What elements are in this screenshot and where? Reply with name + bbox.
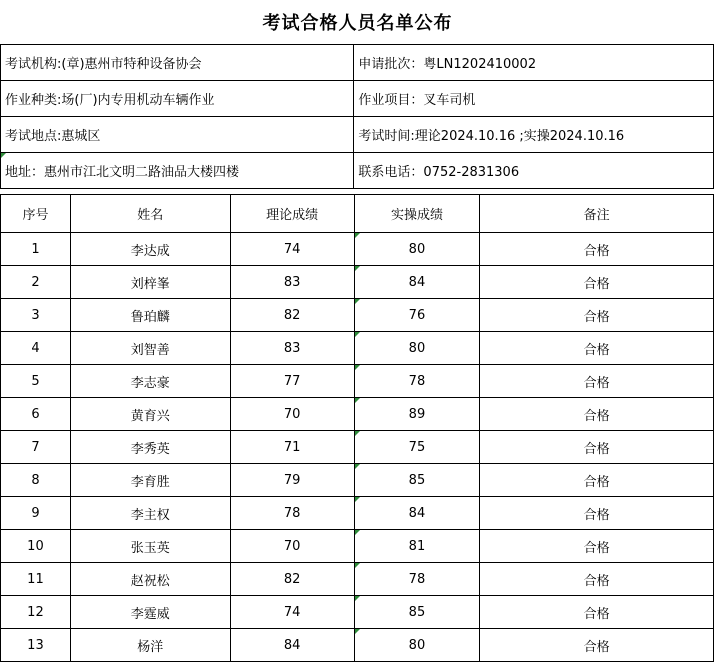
- table-row: [1, 431, 714, 464]
- cell-index[interactable]: 13: [1, 629, 71, 662]
- table-row: [1, 629, 714, 662]
- header-index[interactable]: 序号: [1, 195, 71, 233]
- cell-theory-score[interactable]: 82: [230, 299, 354, 332]
- cell-theory-score[interactable]: 74: [230, 596, 354, 629]
- table-row: [1, 530, 714, 563]
- cell-theory-score[interactable]: 82: [230, 563, 354, 596]
- cell-practical-score[interactable]: 84: [354, 497, 480, 530]
- cell-remark[interactable]: 合格: [480, 299, 714, 332]
- cell-remark[interactable]: 合格: [480, 563, 714, 596]
- header-name[interactable]: 姓名: [70, 195, 230, 233]
- cell-practical-score[interactable]: 80: [354, 629, 480, 662]
- cell-remark[interactable]: 合格: [480, 365, 714, 398]
- table-row: [1, 299, 714, 332]
- header-practical-score[interactable]: 实操成绩: [354, 195, 480, 233]
- cell-practical-score[interactable]: 75: [354, 431, 480, 464]
- cell-practical-score[interactable]: 76: [354, 299, 480, 332]
- cell-remark[interactable]: 合格: [480, 464, 714, 497]
- cell-name[interactable]: 李志豪: [70, 365, 230, 398]
- contact-phone-cell[interactable]: 联系电话：0752-2831306: [354, 153, 714, 189]
- table-header-row: [1, 195, 714, 233]
- exam-agency-cell[interactable]: 考试机构:(章)惠州市特种设备协会: [1, 45, 354, 81]
- cell-remark[interactable]: 合格: [480, 332, 714, 365]
- cell-name[interactable]: 鲁珀麟: [70, 299, 230, 332]
- cell-practical-score[interactable]: 85: [354, 596, 480, 629]
- cell-remark[interactable]: 合格: [480, 431, 714, 464]
- cell-practical-score[interactable]: 81: [354, 530, 480, 563]
- info-row: [1, 117, 714, 153]
- table-row: [1, 365, 714, 398]
- page-title: 考试合格人员名单公布: [262, 13, 453, 34]
- table-row: [1, 563, 714, 596]
- cell-theory-score[interactable]: 74: [230, 233, 354, 266]
- table-row: [1, 497, 714, 530]
- cell-name[interactable]: 刘梓峯: [70, 266, 230, 299]
- cell-theory-score[interactable]: 70: [230, 530, 354, 563]
- table-row: [1, 464, 714, 497]
- cell-index[interactable]: 2: [1, 266, 71, 299]
- address-cell[interactable]: 地址：惠州市江北文明二路油品大楼四楼: [1, 153, 354, 189]
- cell-theory-score[interactable]: 70: [230, 398, 354, 431]
- info-row: [1, 153, 714, 189]
- exam-time-cell[interactable]: 考试时间:理论2024.10.16 ;实操2024.10.16: [354, 117, 714, 153]
- cell-remark[interactable]: 合格: [480, 530, 714, 563]
- cell-practical-score[interactable]: 85: [354, 464, 480, 497]
- cell-theory-score[interactable]: 83: [230, 266, 354, 299]
- cell-name[interactable]: 刘智善: [70, 332, 230, 365]
- cell-index[interactable]: 9: [1, 497, 71, 530]
- cell-name[interactable]: 李育胜: [70, 464, 230, 497]
- table-body: [1, 233, 714, 662]
- cell-theory-score[interactable]: 83: [230, 332, 354, 365]
- cell-index[interactable]: 12: [1, 596, 71, 629]
- cell-remark[interactable]: 合格: [480, 398, 714, 431]
- cell-theory-score[interactable]: 79: [230, 464, 354, 497]
- table-row: [1, 233, 714, 266]
- cell-name[interactable]: 赵祝松: [70, 563, 230, 596]
- cell-index[interactable]: 1: [1, 233, 71, 266]
- table-row: [1, 596, 714, 629]
- cell-remark[interactable]: 合格: [480, 629, 714, 662]
- cell-practical-score[interactable]: 80: [354, 233, 480, 266]
- work-item-cell[interactable]: 作业项目：叉车司机: [354, 81, 714, 117]
- cell-name[interactable]: 张玉英: [70, 530, 230, 563]
- cell-remark[interactable]: 合格: [480, 233, 714, 266]
- table-row: [1, 398, 714, 431]
- cell-name[interactable]: 李秀英: [70, 431, 230, 464]
- cell-name[interactable]: 李主权: [70, 497, 230, 530]
- cell-theory-score[interactable]: 71: [230, 431, 354, 464]
- table-row: [1, 266, 714, 299]
- cell-theory-score[interactable]: 84: [230, 629, 354, 662]
- header-remark[interactable]: 备注: [480, 195, 714, 233]
- batch-number-cell[interactable]: 申请批次：粤LN1202410002: [354, 45, 714, 81]
- info-row: [1, 81, 714, 117]
- cell-index[interactable]: 3: [1, 299, 71, 332]
- cell-index[interactable]: 4: [1, 332, 71, 365]
- cell-practical-score[interactable]: 78: [354, 365, 480, 398]
- cell-index[interactable]: 5: [1, 365, 71, 398]
- cell-practical-score[interactable]: 80: [354, 332, 480, 365]
- cell-practical-score[interactable]: 89: [354, 398, 480, 431]
- cell-index[interactable]: 11: [1, 563, 71, 596]
- info-row: [1, 45, 714, 81]
- cell-name[interactable]: 李霆威: [70, 596, 230, 629]
- cell-practical-score[interactable]: 84: [354, 266, 480, 299]
- cell-index[interactable]: 6: [1, 398, 71, 431]
- cell-name[interactable]: 杨洋: [70, 629, 230, 662]
- header-theory-score[interactable]: 理论成绩: [230, 195, 354, 233]
- cell-name[interactable]: 黄育兴: [70, 398, 230, 431]
- cell-index[interactable]: 8: [1, 464, 71, 497]
- cell-remark[interactable]: 合格: [480, 497, 714, 530]
- cell-index[interactable]: 7: [1, 431, 71, 464]
- cell-theory-score[interactable]: 78: [230, 497, 354, 530]
- cell-theory-score[interactable]: 77: [230, 365, 354, 398]
- cell-index[interactable]: 10: [1, 530, 71, 563]
- results-table: [0, 194, 714, 662]
- work-category-cell[interactable]: 作业种类:场(厂)内专用机动车辆作业: [1, 81, 354, 117]
- exam-location-cell[interactable]: 考试地点:惠城区: [1, 117, 354, 153]
- cell-remark[interactable]: 合格: [480, 266, 714, 299]
- info-table: [0, 44, 714, 189]
- cell-name[interactable]: 李达成: [70, 233, 230, 266]
- cell-remark[interactable]: 合格: [480, 596, 714, 629]
- table-row: [1, 332, 714, 365]
- cell-practical-score[interactable]: 78: [354, 563, 480, 596]
